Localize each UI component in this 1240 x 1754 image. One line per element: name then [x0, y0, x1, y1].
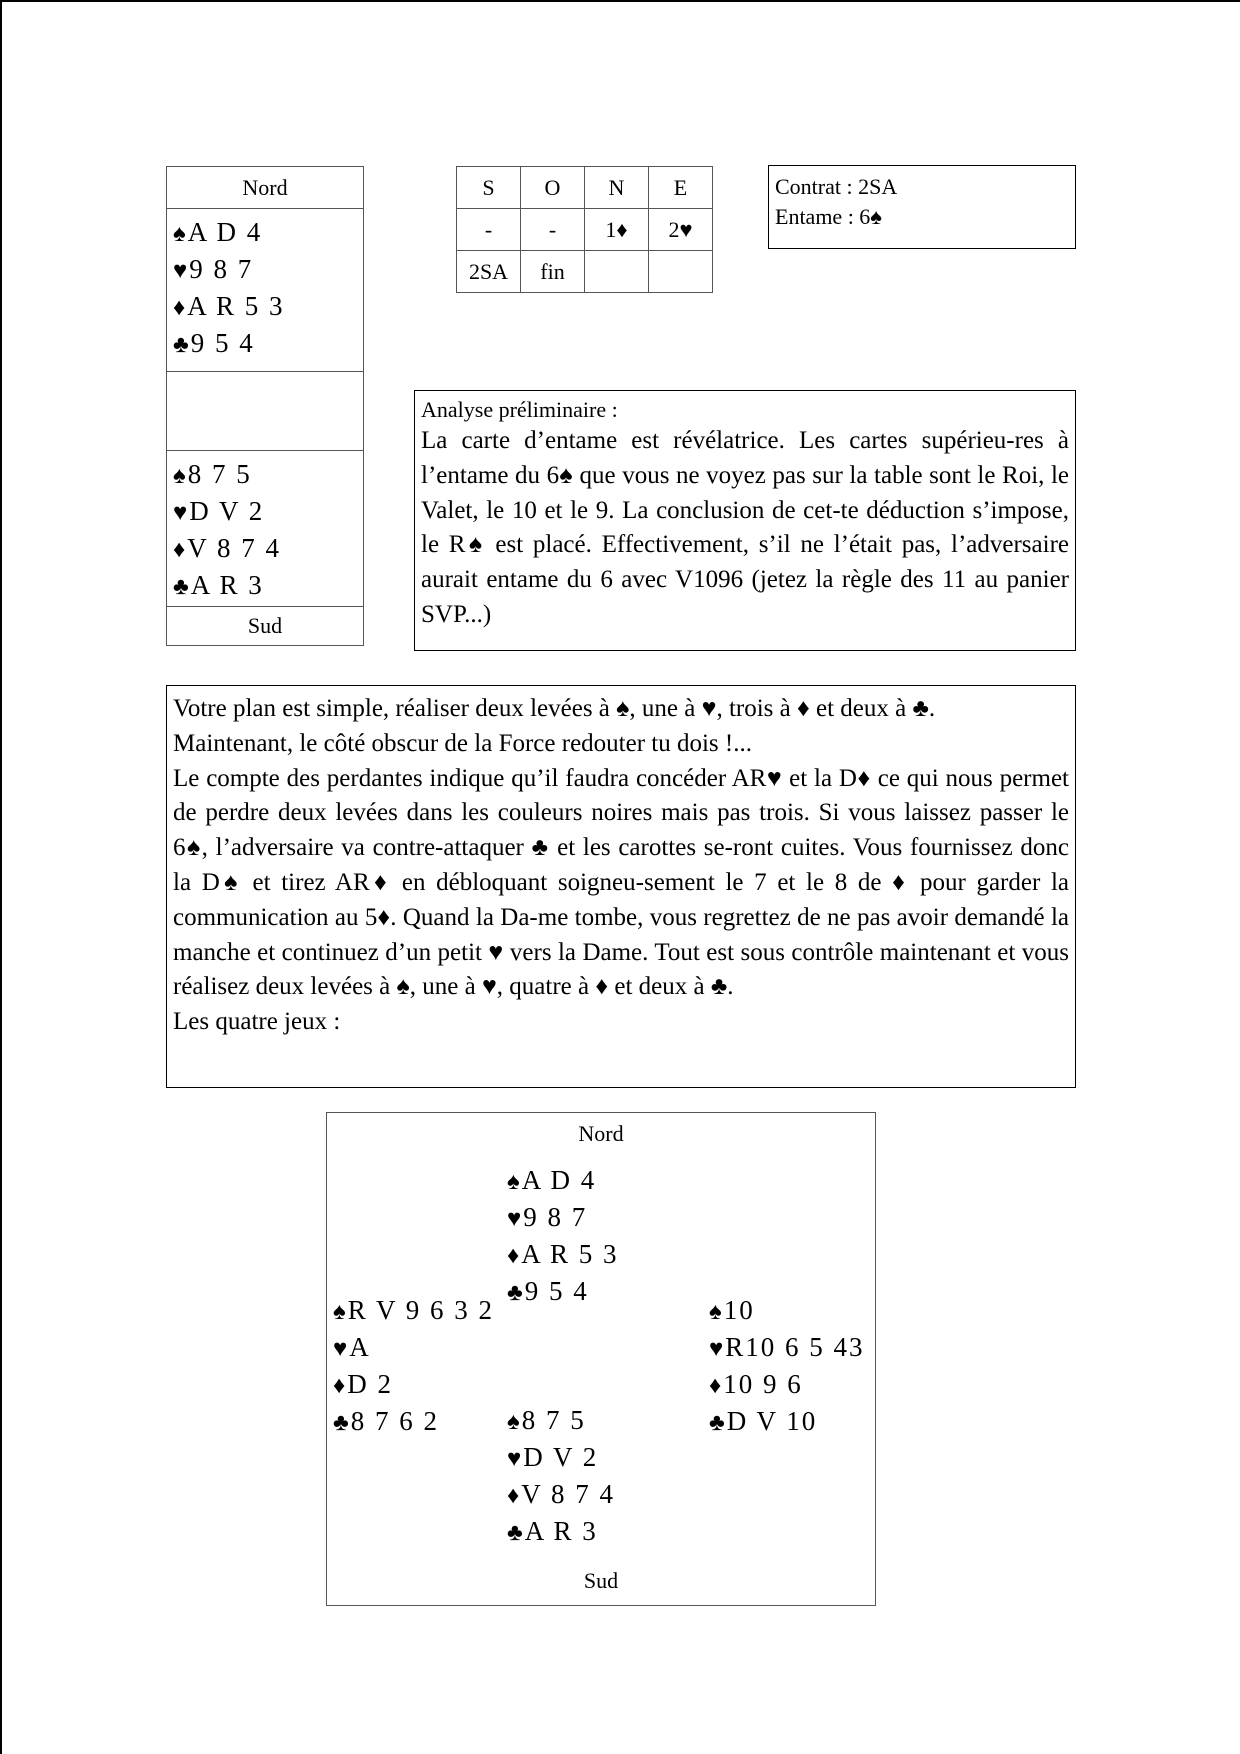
bid-cell: - — [521, 209, 585, 251]
diamond-icon: ♦ — [507, 1243, 520, 1269]
cards: 10 9 6 — [723, 1369, 803, 1399]
deal-south-label: Sud — [583, 1568, 619, 1593]
deal-diagram — [326, 1112, 876, 1606]
spade-icon: ♠ — [333, 1299, 346, 1325]
deal-north-clubs — [507, 1274, 619, 1311]
north-label: Nord — [167, 167, 363, 209]
deal-north-hand — [507, 1163, 619, 1311]
diamond-icon: ♦ — [709, 1373, 722, 1399]
club-icon: ♣ — [173, 332, 189, 358]
explanation-paragraph: Maintenant, le côté obscur de la Force redouter tu dois !... — [173, 729, 752, 757]
explanation-box — [166, 685, 1076, 1088]
cards: 10 — [723, 1295, 755, 1325]
club-icon: ♣ — [173, 574, 189, 600]
south-spades — [173, 457, 363, 494]
deal-south-hand — [507, 1403, 615, 1551]
bidding-row — [457, 251, 713, 293]
north-clubs — [173, 326, 363, 363]
bid-cell — [649, 251, 713, 293]
heart-icon: ♥ — [507, 1446, 522, 1472]
cards: R V 9 6 3 2 — [347, 1295, 495, 1325]
bid-cell: 2SA — [457, 251, 521, 293]
north-hand — [167, 209, 363, 372]
bidding-header-east: E — [649, 167, 713, 209]
analysis-title: Analyse préliminaire : — [421, 397, 618, 422]
bidding-row — [457, 209, 713, 251]
diamond-icon: ♦ — [507, 1483, 520, 1509]
deal-east-clubs — [709, 1404, 865, 1441]
bid-cell: fin — [521, 251, 585, 293]
club-icon: ♣ — [333, 1410, 349, 1436]
contract-line: Contrat : 2SA — [775, 174, 898, 199]
heart-icon: ♥ — [173, 258, 188, 284]
explanation-paragraph: Votre plan est simple, réaliser deux levées à ♠, une à ♥, trois à ♦ et deux à ♣. — [173, 695, 936, 722]
cards: A D 4 — [521, 1165, 597, 1195]
south-hand — [167, 451, 363, 607]
analysis-body: La carte d’entame est révélatrice. Les cartes supérieu-res à l’entame du 6♠ que vous ne voyez pas sur la table sont le Roi, le Valet, le 10 et le 9. La conclusion de cet-te déduction s’impose, le R♠ est placé. Effectivement, s’il ne l’était pas, l’adversaire aurait entame du 6 avec V1096 (jetez la règle des 11 au panier SVP...) — [421, 427, 1069, 628]
deal-west-spades — [333, 1293, 494, 1330]
deal-south-diamonds — [507, 1477, 615, 1514]
bid-cell — [585, 251, 649, 293]
bidding-header-west: O — [521, 167, 585, 209]
cards: A R 5 3 — [521, 1239, 619, 1269]
page-border-top — [0, 0, 1240, 2]
deal-west-hearts — [333, 1330, 494, 1367]
south-hearts — [173, 494, 363, 531]
north-hearts-cards: 9 8 7 — [189, 254, 254, 284]
heart-icon: ♥ — [173, 500, 188, 526]
south-diamonds — [173, 531, 363, 568]
cards: 9 8 7 — [523, 1202, 588, 1232]
club-icon: ♣ — [507, 1280, 523, 1306]
bidding-header-north: N — [585, 167, 649, 209]
diamond-icon: ♦ — [173, 537, 186, 563]
cards: 8 7 6 2 — [350, 1406, 439, 1436]
analysis-box — [414, 390, 1076, 651]
north-diamonds-cards: A R 5 3 — [187, 291, 285, 321]
cards: D 2 — [347, 1369, 393, 1399]
south-label: Sud — [247, 613, 283, 638]
spade-icon: ♠ — [507, 1409, 520, 1435]
bidding-header-row — [457, 167, 713, 209]
cards: V 8 7 4 — [521, 1479, 616, 1509]
club-icon: ♣ — [507, 1520, 523, 1546]
bidding-header-south: S — [457, 167, 521, 209]
deal-north-hearts — [507, 1200, 619, 1237]
deal-west-hand — [333, 1293, 494, 1441]
cards: A R 3 — [524, 1516, 598, 1546]
contract-box — [768, 165, 1076, 249]
spade-icon: ♠ — [507, 1169, 520, 1195]
north-spades-cards: A D 4 — [187, 217, 263, 247]
page-border-left — [0, 0, 2, 1754]
bid-cell: 1♦ — [585, 209, 649, 251]
cards: 9 5 4 — [524, 1276, 589, 1306]
north-south-hands-box — [166, 166, 364, 646]
heart-icon: ♥ — [333, 1336, 348, 1362]
heart-icon: ♥ — [507, 1206, 522, 1232]
diamond-icon: ♦ — [333, 1373, 346, 1399]
deal-east-spades — [709, 1293, 865, 1330]
bidding-table — [456, 166, 713, 293]
deal-north-diamonds — [507, 1237, 619, 1274]
north-hearts — [173, 252, 363, 289]
explanation-paragraph: Les quatre jeux : — [173, 1008, 341, 1036]
heart-icon: ♥ — [709, 1336, 724, 1362]
cards: D V 2 — [523, 1442, 599, 1472]
deal-west-diamonds — [333, 1367, 494, 1404]
south-hearts-cards: D V 2 — [189, 496, 265, 526]
north-spades — [173, 215, 363, 252]
north-diamonds — [173, 289, 363, 326]
spade-icon: ♠ — [173, 463, 186, 489]
deal-north-spades — [507, 1163, 619, 1200]
cards: R10 6 5 43 — [725, 1332, 865, 1362]
bid-cell: 2♥ — [649, 209, 713, 251]
deal-east-diamonds — [709, 1367, 865, 1404]
deal-south-hearts — [507, 1440, 615, 1477]
bid-cell: - — [457, 209, 521, 251]
cards: 8 7 5 — [521, 1405, 586, 1435]
deal-east-hearts — [709, 1330, 865, 1367]
south-clubs-cards: A R 3 — [190, 570, 264, 600]
south-clubs — [173, 568, 363, 605]
cards: D V 10 — [726, 1406, 818, 1436]
club-icon: ♣ — [709, 1410, 725, 1436]
deal-north-label: Nord — [578, 1121, 624, 1146]
north-clubs-cards: 9 5 4 — [190, 328, 255, 358]
spade-icon: ♠ — [173, 221, 186, 247]
lead-line: Entame : 6♠ — [775, 204, 882, 229]
south-diamonds-cards: V 8 7 4 — [187, 533, 282, 563]
deal-south-clubs — [507, 1514, 615, 1551]
explanation-paragraph: Le compte des perdantes indique qu’il faudra concéder AR♥ et la D♦ ce qui nous permet de perdre deux levées dans les couleurs noires mais pas trois. Si vous laissez passer le 6♠, l’adversaire va contre-attaquer ♣ et les carottes se-ront cuites. Vous fournissez donc la D♠ et tirez AR♦ en débloquant soigneu-sement le 7 et le 8 de ♦ pour garder la communication au 5♦. Quand la Da-me tombe, vous regrettez de ne pas avoir demandé la manche et continuez d’un petit ♥ vers la Dame. Tout est sous contrôle maintenant et vous réalisez deux levées à ♠, une à ♥, quatre à ♦ et deux à ♣. — [173, 764, 1069, 1001]
diamond-icon: ♦ — [173, 295, 186, 321]
south-spades-cards: 8 7 5 — [187, 459, 252, 489]
spade-icon: ♠ — [709, 1299, 722, 1325]
deal-west-clubs — [333, 1404, 494, 1441]
deal-east-hand — [709, 1293, 865, 1441]
deal-south-spades — [507, 1403, 615, 1440]
cards: A — [349, 1332, 371, 1362]
table-gap — [167, 372, 363, 451]
